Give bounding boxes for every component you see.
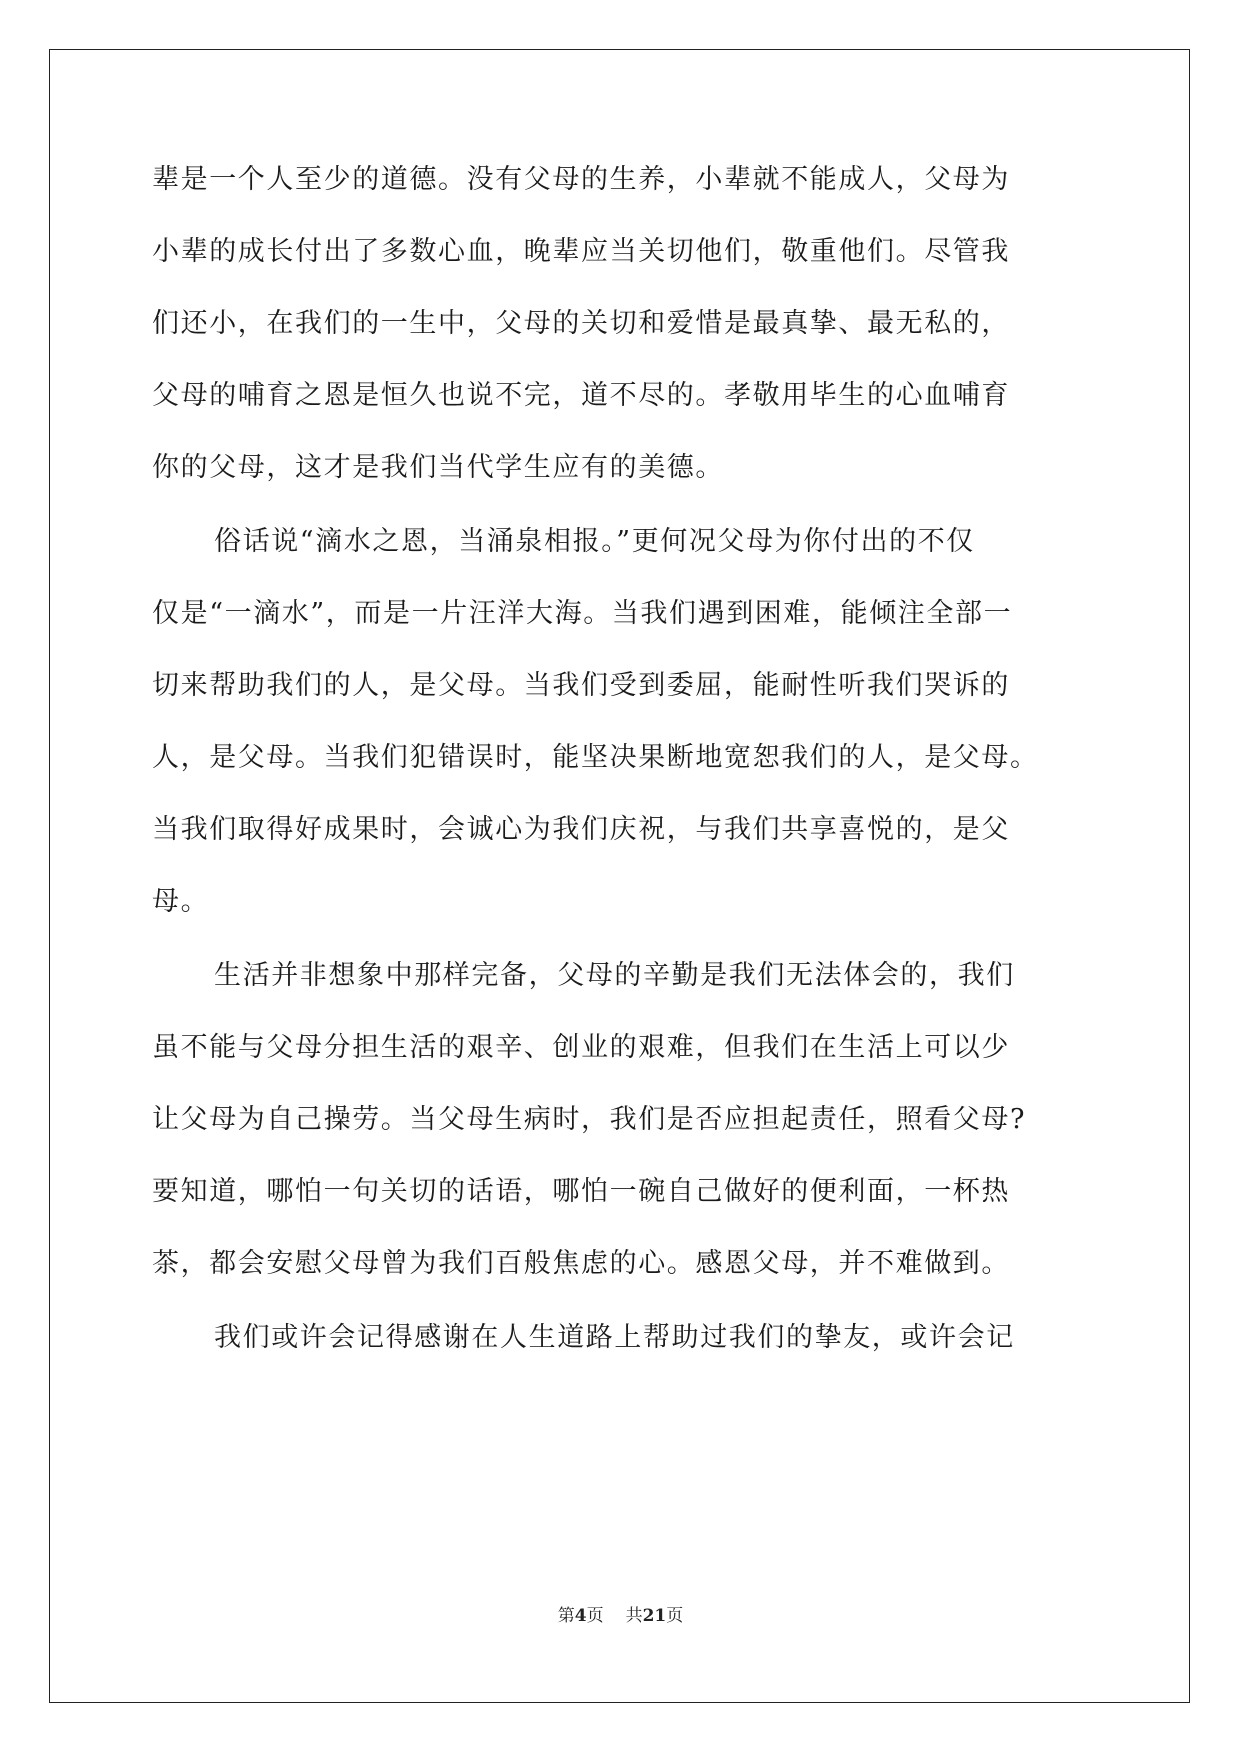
text-line: 让父母为自己操劳。当父母生病时，我们是否应担起责任，照看父母? [152, 1104, 1027, 1135]
page-prefix: 第 [557, 1606, 575, 1626]
page-suffix: 页 [586, 1606, 604, 1626]
text-line: 茶，都会安慰父母曾为我们百般焦虑的心。感恩父母，并不难做到。 [152, 1248, 1010, 1279]
text-line: 仅是“一滴水”，而是一片汪洋大海。当我们遇到困难，能倾注全部一 [152, 598, 1013, 629]
page-number: 4 [574, 1606, 587, 1626]
paragraph-first-line: 俗话说“滴水之恩，当涌泉相报。”更何况父母为你付出的不仅 [214, 526, 975, 557]
text-line: 小辈的成长付出了多数心血，晚辈应当关切他们，敬重他们。尽管我 [152, 236, 1010, 267]
total-suffix: 页 [666, 1606, 684, 1626]
text-line: 虽不能与父母分担生活的艰辛、创业的艰难，但我们在生活上可以少 [152, 1032, 1010, 1063]
text-line: 切来帮助我们的人，是父母。当我们受到委屈，能耐性听我们哭诉的 [152, 670, 1010, 701]
text-line: 们还小，在我们的一生中，父母的关切和爱惜是最真挚、最无私的， [152, 308, 1010, 339]
page-border [49, 49, 1190, 1703]
text-line: 当我们取得好成果时，会诚心为我们庆祝，与我们共享喜悦的，是父 [152, 814, 1010, 845]
total-prefix: 共 [625, 1606, 643, 1626]
text-line: 母。 [152, 886, 210, 917]
paragraph-first-line: 生活并非想象中那样完备，父母的辛勤是我们无法体会的，我们 [214, 960, 1015, 991]
text-line: 要知道，哪怕一句关切的话语，哪怕一碗自己做好的便利面，一杯热 [152, 1176, 1010, 1207]
text-line: 父母的哺育之恩是恒久也说不完，道不尽的。孝敬用毕生的心血哺育 [152, 380, 1010, 411]
text-line: 你的父母，这才是我们当代学生应有的美德。 [152, 452, 724, 483]
text-line: 人，是父母。当我们犯错误时，能坚决果断地宽恕我们的人，是父母。 [152, 742, 1039, 773]
paragraph-first-line: 我们或许会记得感谢在人生道路上帮助过我们的挚友，或许会记 [214, 1322, 1015, 1353]
page-footer [0, 1604, 1241, 1628]
total-pages: 21 [642, 1606, 667, 1626]
text-line: 辈是一个人至少的道德。没有父母的生养，小辈就不能成人，父母为 [152, 164, 1010, 195]
